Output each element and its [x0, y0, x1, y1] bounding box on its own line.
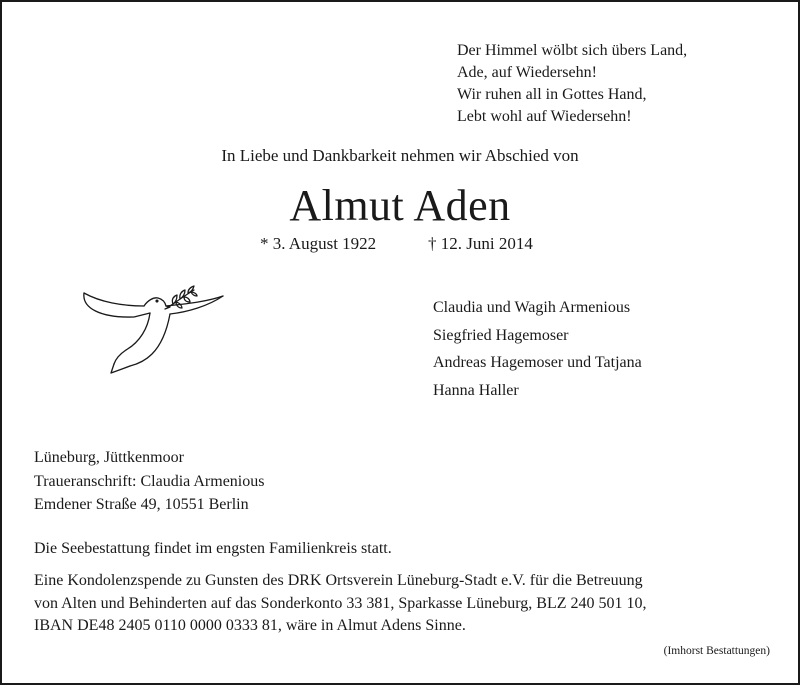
poem [457, 40, 687, 128]
address-line: Lüneburg, Jüttkenmoor [34, 449, 184, 466]
poem-line: Wir ruhen all in Gottes Hand, [457, 86, 647, 103]
condolence-address [34, 446, 264, 517]
mourner: Claudia und Wagih Armenious [433, 299, 631, 316]
donation-line: IBAN DE48 2405 0110 0000 0333 81, wäre in Almut Adens Sinne. [34, 617, 466, 634]
donation-line: von Alten und Behinderten auf das Sonderkonto 33 381, Sparkasse Lüneburg, BLZ 240 501 10, [34, 594, 647, 612]
poem-line: Lebt wohl auf Wiedersehn! [457, 108, 632, 125]
donation-note [34, 570, 647, 638]
dove-with-olive-branch-icon [78, 284, 228, 376]
poem-line: Der Himmel wölbt sich übers Land, [457, 42, 688, 59]
deceased-name: Almut Aden [289, 181, 511, 230]
address-line: Traueranschrift: Claudia Armenious [34, 472, 265, 490]
address-line: Emdener Straße 49, 10551 Berlin [34, 496, 249, 513]
donation-line: Eine Kondolenzspende zu Gunsten des DRK Ortsverein Lüneburg-Stadt e.V. für die Betreuung [34, 572, 643, 589]
mourner: Hanna Haller [433, 381, 519, 399]
farewell-intro: In Liebe und Dankbarkeit nehmen wir Abschied von [221, 146, 579, 165]
funeral-home-credit: (Imhorst Bestattungen) [663, 645, 770, 657]
birth-date: * 3. August 1922 [260, 234, 377, 253]
mourners-list [433, 294, 642, 404]
mourner: Andreas Hagemoser und Tatjana [433, 354, 642, 371]
poem-line: Ade, auf Wiedersehn! [457, 64, 597, 81]
mourner: Siegfried Hagemoser [433, 326, 569, 344]
funeral-note: Die Seebestattung findet im engsten Familienkreis statt. [34, 540, 392, 557]
death-date: † 12. Juni 2014 [428, 234, 533, 253]
